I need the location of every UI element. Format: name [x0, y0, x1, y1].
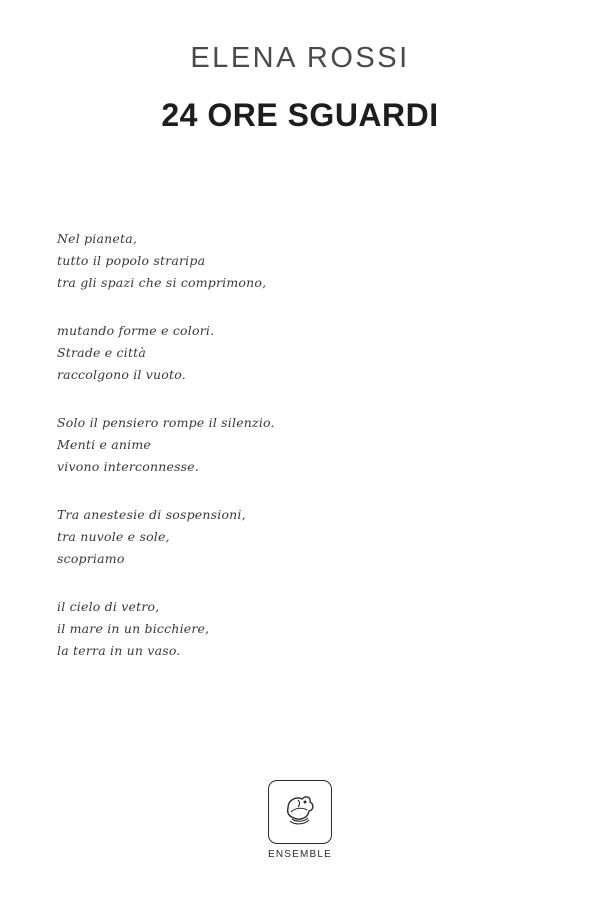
poem-stanza — [57, 504, 477, 570]
poem-line: Tra anestesie di sospensioni, — [57, 507, 246, 522]
poem-line: mutando forme e colori. — [57, 323, 215, 338]
poem-line: il cielo di vetro, — [57, 599, 160, 614]
poem-line: vivono interconnesse. — [57, 459, 200, 474]
poem-line: la terra in un vaso. — [57, 643, 181, 658]
publisher-logo-block — [0, 780, 600, 860]
book-title: 24 ORE SGUARDI — [161, 97, 439, 133]
poem-line: raccolgono il vuoto. — [57, 367, 186, 382]
poem-body — [57, 228, 477, 662]
poem-line: tutto il popolo straripa — [57, 253, 206, 268]
poem-stanza — [57, 596, 477, 662]
fish-in-bowl-icon — [278, 788, 322, 837]
poem-stanza — [57, 412, 477, 478]
poem-line: Nel pianeta, — [57, 231, 138, 246]
poem-line: tra nuvole e sole, — [57, 529, 170, 544]
poem-line: Solo il pensiero rompe il silenzio. — [57, 415, 275, 430]
poem-line: il mare in un bicchiere, — [57, 621, 210, 636]
publisher-logo-frame — [268, 780, 332, 844]
poem-line: scopriamo — [57, 551, 125, 566]
poem-stanza — [57, 320, 477, 386]
publisher-name: ENSEMBLE — [267, 849, 333, 860]
poem-line: Menti e anime — [57, 437, 151, 452]
poem-stanza — [57, 228, 477, 294]
poem-line: tra gli spazi che si comprimono, — [57, 275, 267, 290]
poem-line: Strade e città — [57, 345, 147, 360]
author-name: ELENA ROSSI — [190, 42, 410, 74]
